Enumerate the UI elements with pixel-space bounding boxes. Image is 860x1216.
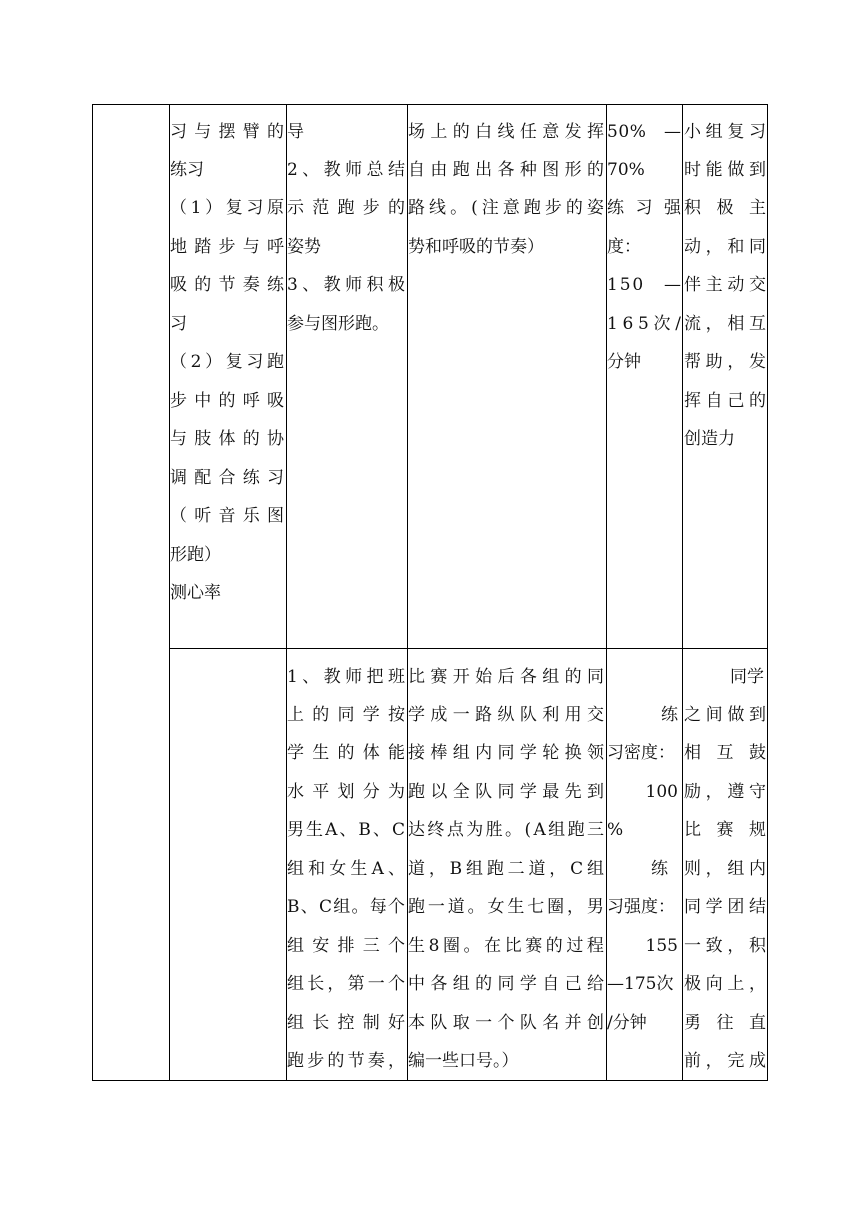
load-line: 1 6 5 次 /: [607, 314, 681, 334]
teacher-line: 姿势: [287, 237, 321, 257]
student-line: 接 棒 组 内 同 学 轮 换 领: [408, 743, 604, 763]
table-top-border: [92, 104, 767, 105]
load-line: 70%: [607, 160, 645, 180]
teacher-line: 组 长 ， 第 一 个: [287, 974, 405, 994]
student-line: 场 上 的 白 线 任 意 发 挥: [408, 122, 604, 142]
student-line: 比 赛 开 始 后 各 组 的 同: [408, 667, 604, 687]
load-line: %: [607, 820, 624, 840]
teacher-line: 示 范 跑 步 的: [287, 198, 405, 218]
goal-line: 则 ， 组 内: [684, 859, 766, 879]
col-border-5: [682, 104, 683, 1081]
student-line: 生 8 圈 。 在 比 赛 的 过 程: [408, 936, 604, 956]
goal-line: 勇 往 直: [684, 1013, 766, 1033]
goal-line: 前 ， 完 成: [684, 1051, 766, 1071]
load-line: 习密度：: [607, 743, 675, 763]
goal-line: 流 ， 相 互: [684, 314, 766, 334]
load-line: 练: [651, 859, 668, 879]
content-line: 吸 的 节 奏 练: [170, 275, 284, 295]
content-line: （ 听 音 乐 图: [170, 506, 284, 526]
goal-line: 励 ， 遵 守: [684, 782, 766, 802]
teacher-line: 学 生 的 体 能: [287, 743, 405, 763]
load-line: /分钟: [607, 1013, 647, 1033]
student-line: 中 各 组 的 同 学 自 己 给: [408, 974, 604, 994]
teacher-line: 3 、 教 师 积 极: [287, 275, 405, 295]
goal-line: 伴 主 动 交: [684, 275, 766, 295]
teacher-line: 上 的 同 学 按: [287, 705, 405, 725]
goal-line: 相 互 鼓: [684, 743, 766, 763]
content-line: （ 2 ） 复 习 跑: [170, 352, 284, 372]
teacher-line: 跑 步 的 节 奏 ，: [287, 1051, 405, 1071]
goal-line: 创造力: [684, 429, 735, 449]
content-line: （ 1 ） 复 习 原: [170, 198, 284, 218]
content-line: 练习: [170, 160, 204, 180]
load-line: 练: [661, 705, 678, 725]
content-line: 步 中 的 呼 吸: [170, 391, 284, 411]
content-line: 测心率: [170, 583, 221, 603]
section-cell: [93, 105, 169, 1080]
student-line: 路 线 。 ( 注 意 跑 步 的 姿: [408, 198, 604, 218]
student-line: 学 成 一 路 纵 队 利 用 交: [408, 705, 604, 725]
goal-line: 积 极 主: [684, 198, 766, 218]
teacher-line: 组 和 女 生 A 、: [287, 859, 405, 879]
goal-line: 极 向 上 ，: [684, 974, 766, 994]
load-line: 习强度：: [607, 897, 675, 917]
content-line: 习 与 摆 臂 的: [170, 122, 284, 142]
teacher-line: 2 、 教 师 总 结: [287, 160, 405, 180]
teacher-line: 男 生 A 、 B 、 C: [287, 820, 405, 840]
goal-line: 之 间 做 到: [684, 705, 766, 725]
goal-line: 一 致 ， 积: [684, 936, 766, 956]
teacher-line: 水 平 划 分 为: [287, 782, 405, 802]
teacher-line: B 、 C 组 。 每 个: [287, 897, 405, 917]
goal-line: 帮 助 ， 发: [684, 352, 766, 372]
goal-line: 同学: [730, 667, 764, 687]
goal-line: 小 组 复 习: [684, 122, 766, 142]
load-line: 100: [645, 782, 678, 802]
student-line: 跑 以 全 队 同 学 最 先 到: [408, 782, 604, 802]
student-line: 编一些口号。）: [408, 1051, 519, 1071]
load-line: 155: [645, 936, 678, 956]
goal-line: 时 能 做 到: [684, 160, 766, 180]
student-line: 达 终 点 为 胜 。 ( A 组 跑 三: [408, 820, 604, 840]
goal-line: 比 赛 规: [684, 820, 766, 840]
content-line: 与 肢 体 的 协: [170, 429, 284, 449]
teacher-line: 组 安 排 三 个: [287, 936, 405, 956]
goal-line: 同 学 团 结: [684, 897, 766, 917]
student-line: 本 队 取 一 个 队 名 并 创: [408, 1013, 604, 1033]
teacher-line: 参与图形跑。: [287, 314, 389, 334]
student-line: 势和呼吸的节奏）: [408, 237, 544, 257]
teacher-line: 导: [287, 122, 304, 142]
load-line: 5 0 % —: [607, 122, 681, 142]
goal-line: 挥 自 己 的: [684, 391, 766, 411]
load-line: 分钟: [607, 352, 641, 372]
student-line: 跑 一 道 。 女 生 七 圈 ， 男: [408, 897, 604, 917]
col-border-6: [767, 104, 768, 1081]
load-line: 练 习 强: [607, 198, 681, 218]
teacher-line: 组 长 控 制 好: [287, 1013, 405, 1033]
row-divider: [169, 648, 767, 649]
content-line: 形跑）: [170, 545, 221, 565]
load-line: 度：: [607, 237, 641, 257]
load-line: —175次: [607, 974, 674, 994]
load-line: 1 5 0 —: [607, 275, 681, 295]
table-bottom-border: [92, 1080, 767, 1081]
student-line: 道 ， B 组 跑 二 道 ， C 组: [408, 859, 604, 879]
teacher-line: 1 、 教 师 把 班: [287, 667, 405, 687]
content-line: 习: [170, 314, 187, 334]
content-line: 调 配 合 练 习: [170, 468, 284, 488]
goal-line: 动 ， 和 同: [684, 237, 766, 257]
student-line: 自 由 跑 出 各 种 图 形 的: [408, 160, 604, 180]
content-line: 地 踏 步 与 呼: [170, 237, 284, 257]
